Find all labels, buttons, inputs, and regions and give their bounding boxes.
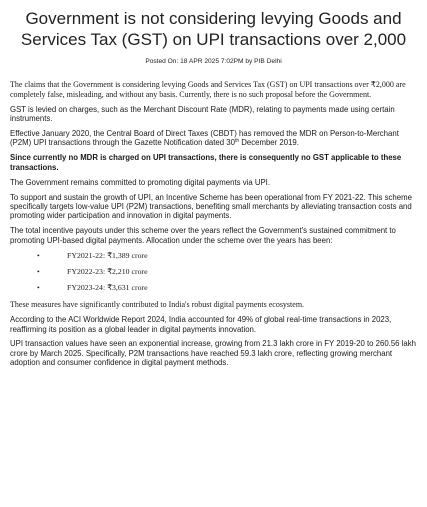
allocation-value: FY2023-24: ₹3,631 crore xyxy=(67,283,148,293)
list-item xyxy=(10,251,417,260)
date-ordinal-suffix: th xyxy=(234,138,240,145)
page-title: Government is not considering levying Goods and Services Tax (GST) on UPI transactions over 2,000 xyxy=(20,9,407,49)
allocation-value: FY2022-23: ₹2,210 crore xyxy=(67,267,148,277)
paragraph-no-gst: Since currently no MDR is charged on UPI transactions, there is consequently no GST applicable to these transactions. xyxy=(10,153,402,172)
paragraph-incentive-scheme: To support and sustain the growth of UPI, an Incentive Scheme has been operational from FY 2021-22. This scheme specifically targets low-value UPI (P2M) transactions, benefiting small merchants by alleviating transaction costs and promoting wider participation and innovation in digital payments. xyxy=(10,192,412,221)
list-item xyxy=(10,283,417,292)
paragraph-gst-levied: GST is levied on charges, such as the Merchant Discount Rate (MDR), relating to payments made using certain instruments. xyxy=(10,104,395,124)
paragraph-cbdt xyxy=(10,129,417,148)
allocation-value: FY2021-22: ₹1,389 crore xyxy=(67,251,148,261)
paragraph-cbdt-date: December 2019. xyxy=(239,138,299,148)
allocation-list xyxy=(10,251,417,292)
paragraph-aci-report: According to the ACI Worldwide Report 2024, India accounted for 49% of global real-time transactions in 2023, reaffirming its position as a global leader in digital payments innovation. xyxy=(10,315,392,334)
bullet-icon: • xyxy=(37,251,40,261)
paragraph-cbdt-text: Effective January 2020, the Central Board of Direct Taxes (CBDT) has removed the MDR on Person-to-Merchant (P2M) UPI transactions through the Gazette Notification dated 30 xyxy=(10,129,399,148)
article-body xyxy=(10,80,417,368)
paragraph-ecosystem: These measures have significantly contributed to India's robust digital payments ecosystem. xyxy=(10,300,305,310)
list-item xyxy=(10,267,417,276)
paragraph-commitment: The Government remains committed to promoting digital payments via UPI. xyxy=(10,177,271,187)
paragraph-claims: The claims that the Government is considering levying Goods and Services Tax (GST) on UPI transactions over ₹2,000 are completely false, misleading, and without any basis. Currently, there is no such proposal before the Government. xyxy=(10,80,406,99)
posted-on: Posted On: 18 APR 2025 7:02PM by PIB Delhi xyxy=(145,58,282,65)
paragraph-upi-growth: UPI transaction values have seen an exponential increase, growing from 21.3 lakh crore in FY 2019-20 to 260.56 lakh crore by March 2025. Specifically, P2M transactions have reached 59.3 lakh crore, reflecting growing merchant adoption and consumer confidence in digital payment methods. xyxy=(10,339,416,368)
bullet-icon: • xyxy=(37,267,40,277)
paragraph-payouts: The total incentive payouts under this scheme over the years reflect the Government's sustained commitment to promoting UPI-based digital payments. Allocation under the scheme over the years has been: xyxy=(10,226,396,245)
bullet-icon: • xyxy=(37,283,40,293)
